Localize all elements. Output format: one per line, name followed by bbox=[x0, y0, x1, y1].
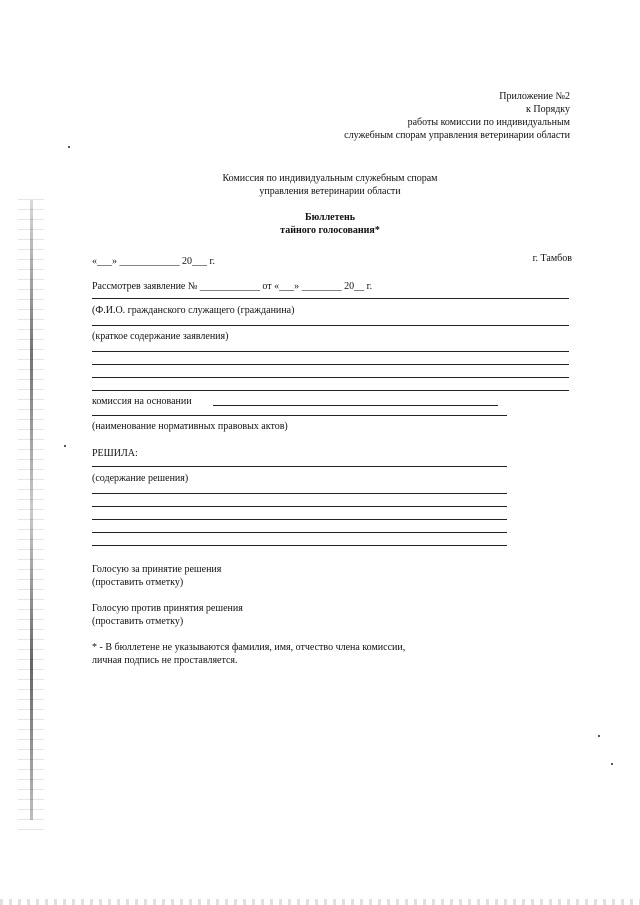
vote-against-hint: (проставить отметку) bbox=[92, 616, 184, 627]
scan-bottom-edge bbox=[0, 899, 640, 905]
scan-speck bbox=[68, 146, 70, 148]
appendix-line4: служебным спорам управления ветеринарии области bbox=[344, 130, 570, 141]
city-name: г. Тамбов bbox=[532, 253, 572, 264]
summary-blank-line-1 bbox=[92, 351, 569, 352]
basis-line bbox=[213, 405, 498, 406]
scan-speck bbox=[611, 763, 613, 765]
decision-label: (содержание решения) bbox=[92, 473, 189, 484]
appendix-line3: работы комиссии по индивидуальным bbox=[407, 117, 570, 128]
ballot-title: Бюллетень bbox=[304, 212, 356, 223]
ballot-subtitle: тайного голосования* bbox=[280, 225, 380, 236]
acts-label: (наименование нормативных правовых актов) bbox=[92, 421, 288, 432]
summary-blank-line-4 bbox=[92, 390, 569, 391]
commission-line2: управления ветеринарии области bbox=[259, 186, 401, 197]
decision-blank-line-3 bbox=[92, 519, 507, 520]
decision-line bbox=[92, 466, 507, 467]
vote-for-hint: (проставить отметку) bbox=[92, 577, 184, 588]
scan-speck bbox=[598, 735, 600, 737]
summary-blank-line-2 bbox=[92, 364, 569, 365]
scan-speck bbox=[64, 445, 66, 447]
footnote-line2: личная подпись не проставляется. bbox=[92, 655, 238, 666]
summary-line bbox=[92, 325, 569, 326]
basis-label: комиссия на основании bbox=[92, 396, 192, 407]
decision-blank-line-4 bbox=[92, 532, 507, 533]
decision-blank-line-2 bbox=[92, 506, 507, 507]
acts-line bbox=[92, 415, 507, 416]
appendix-line2: к Порядку bbox=[526, 104, 570, 115]
decision-blank-line-5 bbox=[92, 545, 507, 546]
commission-line1: Комиссия по индивидуальным служебным спорам bbox=[222, 173, 438, 184]
appendix-number: Приложение №2 bbox=[499, 91, 570, 102]
review-statement: Рассмотрев заявление № ____________ от «___» ________ 20__ г. bbox=[92, 281, 373, 292]
summary-blank-line-3 bbox=[92, 377, 569, 378]
scan-edge-stripe bbox=[30, 200, 33, 820]
date-field: «___» ____________ 20___ г. bbox=[92, 256, 215, 267]
summary-label: (краткое содержание заявления) bbox=[92, 331, 229, 342]
decided-heading: РЕШИЛА: bbox=[92, 448, 138, 459]
vote-against-label: Голосую против принятия решения bbox=[92, 603, 243, 614]
footnote-line1: * - В бюллетене не указываются фамилия, имя, отчество члена комиссии, bbox=[92, 642, 406, 653]
fio-line bbox=[92, 298, 569, 299]
decision-blank-line-1 bbox=[92, 493, 507, 494]
fio-label: (Ф.И.О. гражданского служащего (гражданина) bbox=[92, 305, 295, 316]
vote-for-label: Голосую за принятие решения bbox=[92, 564, 222, 575]
